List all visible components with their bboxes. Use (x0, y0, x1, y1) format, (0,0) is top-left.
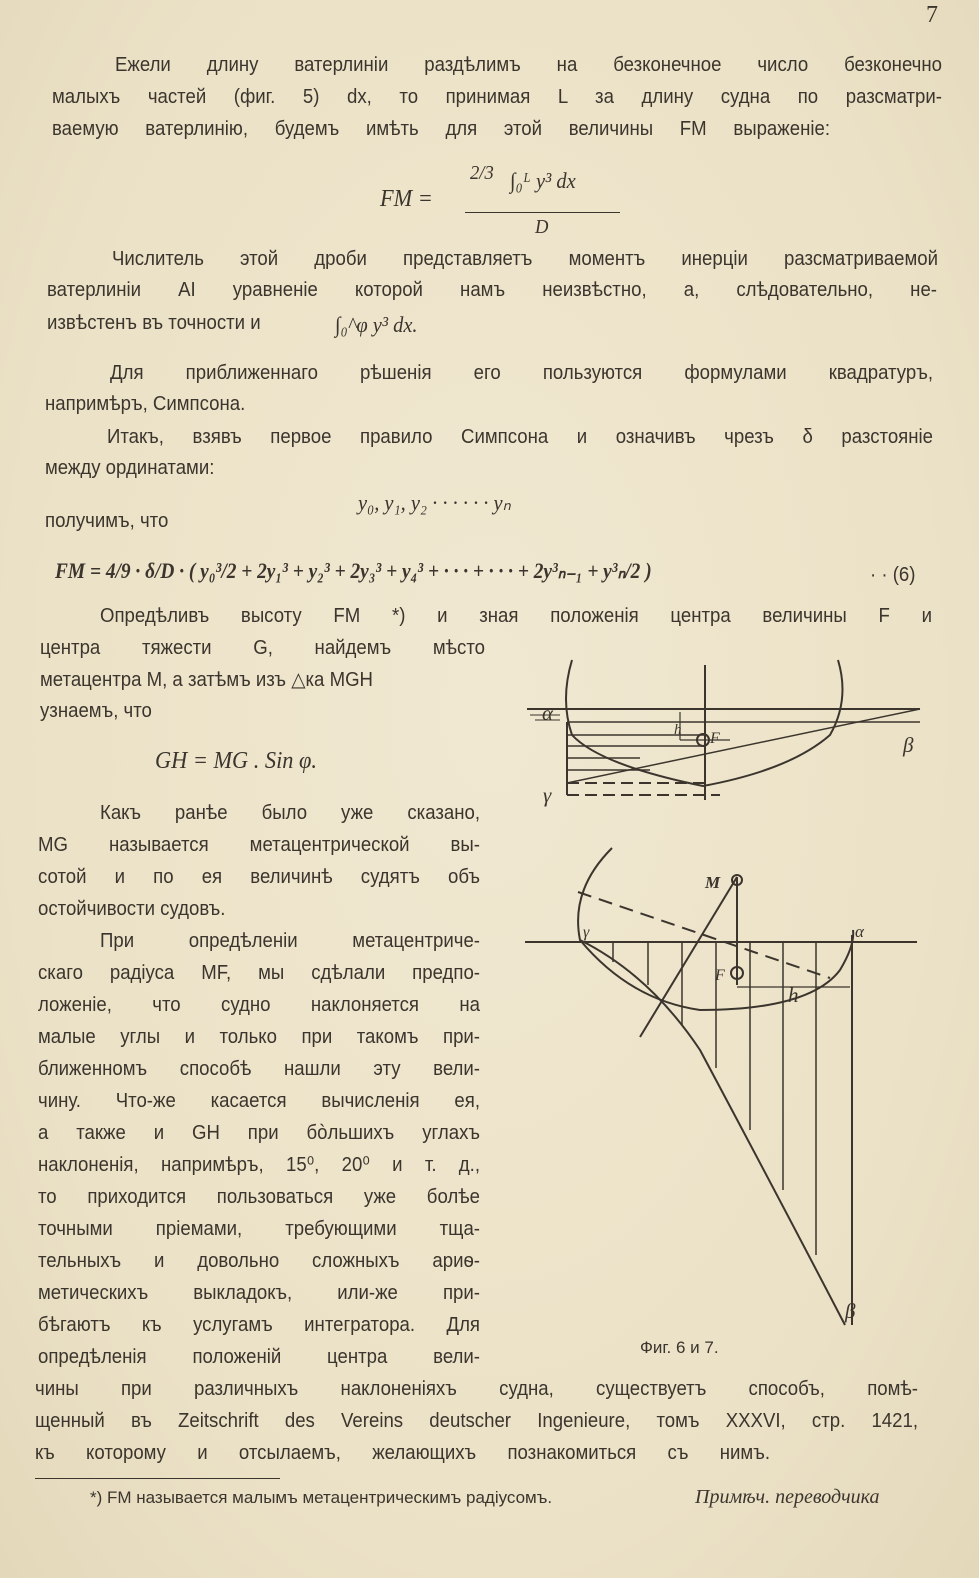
text-line: чину. Что-же касается вычисленія ея, (38, 1090, 480, 1112)
footnote-signature: Примѣч. переводчика (695, 1486, 880, 1508)
text-line: Итакъ, взявъ первое правило Симпсона и означивъ чрезъ δ разстояніе (107, 426, 933, 448)
text-line: При опредѣленіи метацентриче- (100, 930, 480, 952)
ordinates: y₀, y₁, y₂ · · · · · · yₙ (358, 490, 511, 515)
text-line: то приходится пользоваться уже болѣе (38, 1186, 480, 1208)
label-F-fig6: F (710, 730, 720, 747)
text-line: малые углы и только при такомъ при- (38, 1026, 480, 1048)
text-line: центра тяжести G, найдемъ мѣсто (40, 637, 485, 659)
text-line: чины при различныхъ наклоненіяхъ судна, существуетъ способъ, помѣ- (35, 1378, 918, 1400)
footnote-rule (35, 1478, 280, 1479)
text-line: щенный въ Zeitschrift des Vereins deutscher Ingenieure, томъ XXXVI, стр. 1421, (35, 1410, 918, 1432)
text-line: Для приближеннаго рѣшенія его пользуются формулами квадратуръ, (110, 362, 933, 384)
text-line: метическихъ выкладокъ, или-же при- (38, 1282, 480, 1304)
text-line: ваемую ватерлинію, будемъ имѣть для этой величины FM выраженіе: (52, 118, 830, 140)
label-F-fig7: F (715, 967, 725, 984)
label-beta-fig7: β (845, 1299, 856, 1323)
inline-integral: ∫₀^φ y³ dx. (335, 312, 418, 337)
text-line: ближенномъ способѣ нашли эту вели- (38, 1058, 480, 1080)
simpson-formula: FM = 4/9 · δ/D · ( y₀³/2 + 2y₁³ + y₂³ + 2y₃³ + y₄³ + · · · + · · · + 2y³ₙ₋₁ + y³ₙ/2 ) (55, 558, 652, 583)
text-line: извѣстенъ въ точности и (47, 312, 261, 334)
text-line: точными пріемами, требующими тща- (38, 1218, 480, 1240)
footnote-text: *) FM называется малымъ метацентрическимъ радіусомъ. (90, 1488, 553, 1507)
text-line: Ежели длину ватерлиніи раздѣлимъ на безконечное число безконечно (115, 54, 942, 76)
formula-fm-lhs: FM = (380, 186, 433, 212)
formula-gh: GH = MG . Sin φ. (155, 748, 317, 774)
label-gamma-fig6: γ (543, 783, 552, 807)
label-gamma-fig7: γ (583, 924, 590, 941)
text-line: между ординатами: (45, 457, 215, 479)
formula-fm-denominator: D (535, 216, 549, 238)
formula-fm-integral: ∫₀ᴸ y³ dx (510, 168, 576, 193)
label-h-fig6: h (674, 722, 682, 738)
label-alpha-fig6: α (542, 701, 554, 725)
text-line: опредѣленія положеній центра вели- (38, 1346, 480, 1368)
label-h-fig7: h (788, 983, 799, 1007)
label-M-fig7: M (705, 873, 721, 892)
text-line: ложеніе, что судно наклоняется на (38, 994, 480, 1016)
page-number: 7 (926, 2, 938, 28)
figure-6 (527, 660, 920, 800)
text-line: скаго радіуса MF, мы сдѣлали предпо- (38, 962, 480, 984)
text-line: ватерлиніи AI уравненіе которой намъ неизвѣстно, а, слѣдовательно, не- (47, 279, 937, 301)
text-line: MG называется метацентрической вы- (38, 834, 480, 856)
figure-caption: Фиг. 6 и 7. (640, 1338, 719, 1357)
text-line: напримѣръ, Симпсона. (45, 393, 246, 415)
text-line: тельныхъ и довольно сложныхъ ариѳ- (38, 1250, 480, 1272)
label-beta-fig6: β (903, 733, 914, 757)
text-line: Опредѣливъ высоту FM *) и зная положенія центра величины F и (100, 605, 932, 627)
text-line: сотой и по ея величинѣ судятъ объ (38, 866, 480, 888)
figure-7 (525, 848, 917, 1325)
text-line: наклоненія, напримѣръ, 15⁰, 20⁰ и т. д., (38, 1154, 480, 1176)
text-line: а также и GH при бòльшихъ углахъ (38, 1122, 480, 1144)
text-line: малыхъ частей (фиг. 5) dx, то принимая L за длину судна по разсматри- (52, 86, 942, 108)
label-alpha-fig7: α (855, 922, 864, 941)
formula-fm-numerator-fraction: 2/3 (470, 162, 494, 184)
equation-number: · · (6) (870, 564, 916, 586)
text-line: бѣгаютъ къ услугамъ интегратора. Для (38, 1314, 480, 1336)
text-line: метацентра M, а затѣмъ изъ △ка MGH (40, 669, 373, 691)
text-line: получимъ, что (45, 510, 169, 532)
text-line: остойчивости судовъ. (38, 898, 226, 920)
text-line: Какъ ранѣе было уже сказано, (100, 802, 480, 824)
text-line: узнаемъ, что (40, 700, 152, 722)
text-line: къ которому и отсылаемъ, желающихъ познакомиться съ нимъ. (35, 1442, 770, 1464)
text-line: Числитель этой дроби представляетъ моментъ инерціи разсматриваемой (112, 248, 938, 270)
